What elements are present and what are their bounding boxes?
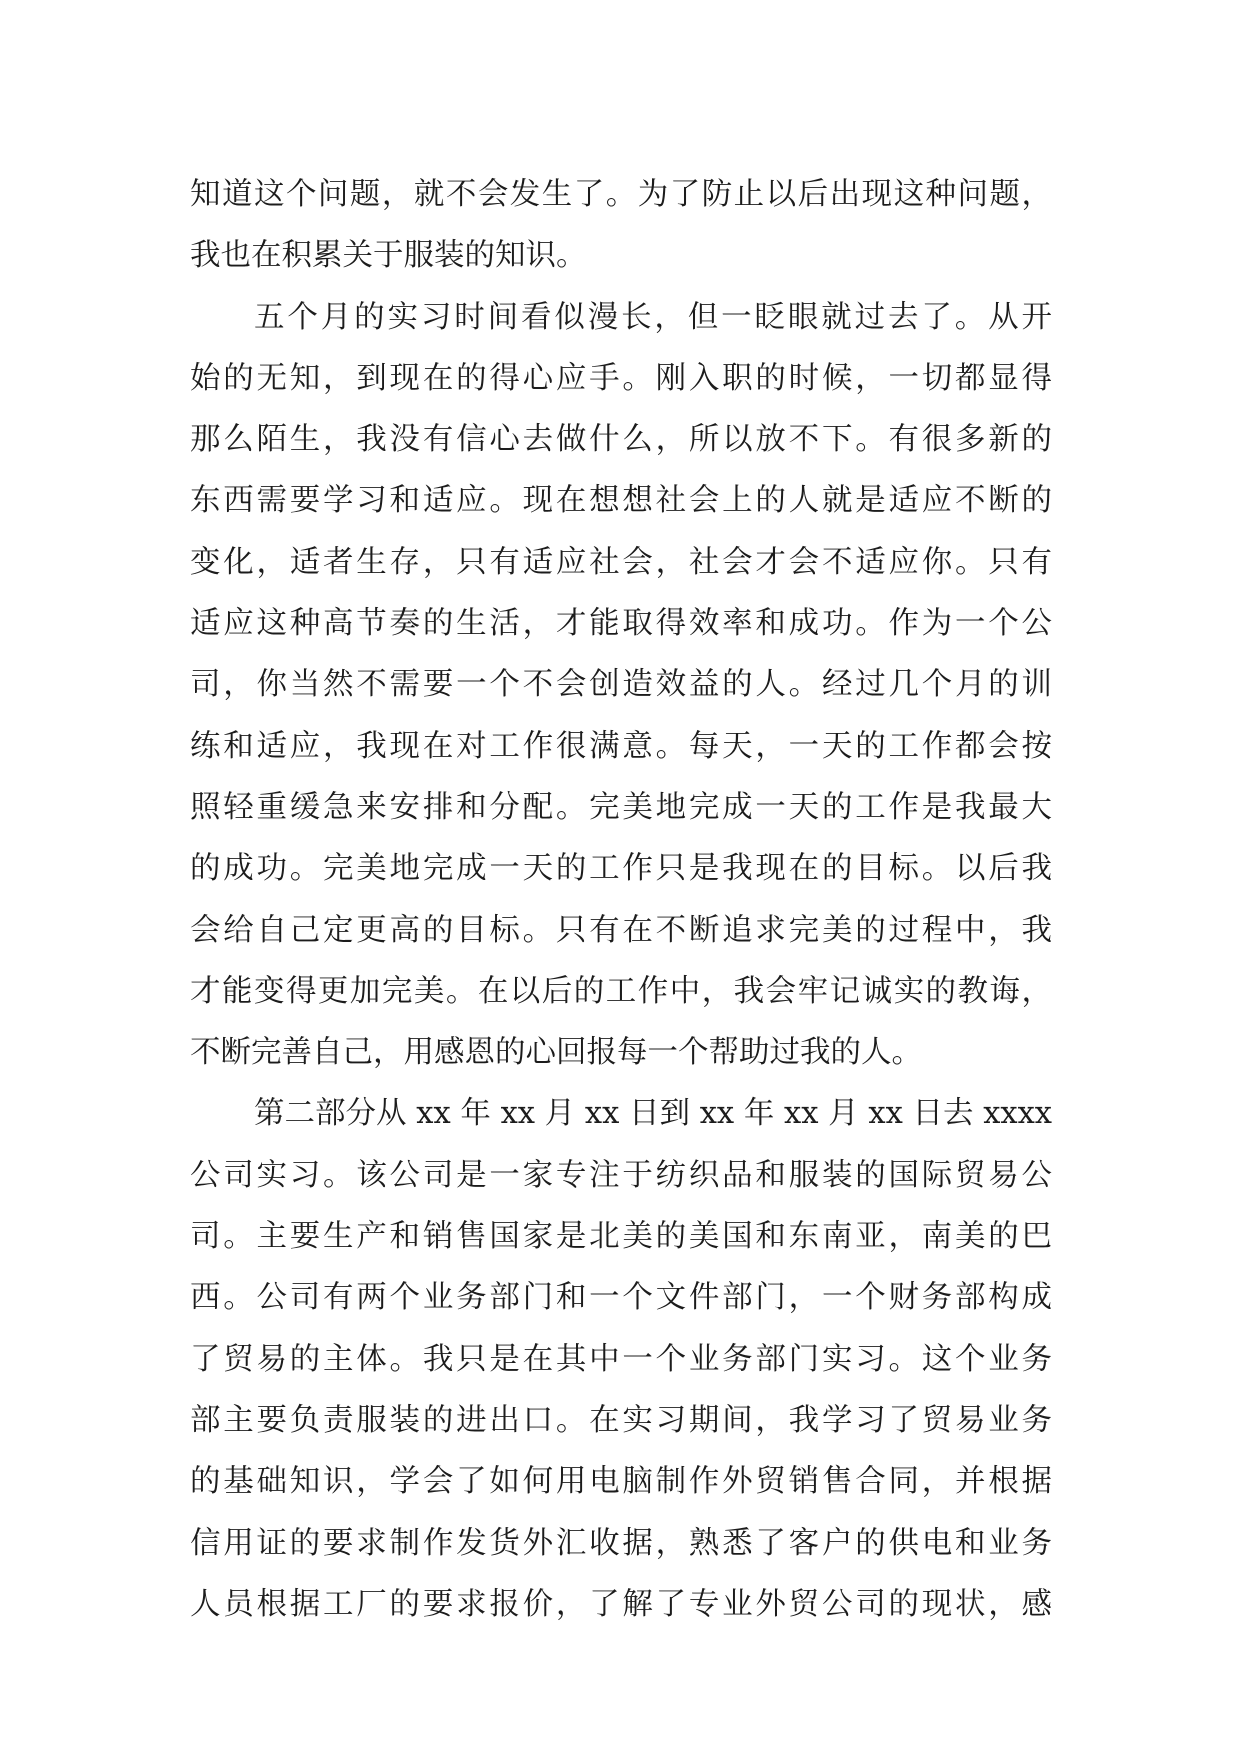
text-line: 适应这种高节奏的生活，才能取得效率和成功。作为一个公: [190, 606, 1052, 642]
text-line: 的成功。完美地完成一天的工作只是我现在的目标。以后我: [190, 851, 1052, 887]
text-line: 不断完善自己，用感恩的心回报每一个帮助过我的人。: [190, 1035, 922, 1071]
text-line: 第二部分从 xx 年 xx 月 xx 日到 xx 年 xx 月 xx 日去 xxxx: [254, 1096, 1052, 1132]
document-body: [190, 164, 1052, 1635]
text-line: 人员根据工厂的要求报价，了解了专业外贸公司的现状，感: [190, 1586, 1052, 1622]
text-line: 才能变得更加完美。在以后的工作中，我会牢记诚实的教诲，: [190, 973, 1052, 1009]
text-line: 会给自己定更高的目标。只有在不断追求完美的过程中，我: [190, 912, 1052, 948]
paragraph-2: [190, 287, 1052, 1084]
text-line: 的基础知识，学会了如何用电脑制作外贸销售合同，并根据: [190, 1464, 1052, 1500]
text-line: 练和适应，我现在对工作很满意。每天，一天的工作都会按: [190, 728, 1052, 764]
text-line: 西。公司有两个业务部门和一个文件部门，一个财务部构成: [190, 1280, 1052, 1316]
text-line: 始的无知，到现在的得心应手。刚入职的时候，一切都显得: [190, 360, 1052, 396]
text-line: 司。主要生产和销售国家是北美的美国和东南亚，南美的巴: [190, 1219, 1052, 1255]
text-line: 那么陌生，我没有信心去做什么，所以放不下。有很多新的: [190, 422, 1052, 458]
paragraph-3: [190, 1083, 1052, 1635]
text-line: 变化，适者生存，只有适应社会，社会才会不适应你。只有: [190, 544, 1052, 580]
text-line: 东西需要学习和适应。现在想想社会上的人就是适应不断的: [190, 483, 1052, 519]
text-line: 信用证的要求制作发货外汇收据，熟悉了客户的供电和业务: [190, 1525, 1052, 1561]
text-line: 了贸易的主体。我只是在其中一个业务部门实习。这个业务: [190, 1341, 1052, 1377]
text-line: 知道这个问题，就不会发生了。为了防止以后出现这种问题，: [190, 177, 1052, 212]
text-line: 照轻重缓急来安排和分配。完美地完成一天的工作是我最大: [190, 789, 1052, 825]
text-line: 公司实习。该公司是一家专注于纺织品和服装的国际贸易公: [190, 1157, 1052, 1193]
text-line: 我也在积累关于服装的知识。: [190, 238, 587, 274]
text-line: 部主要负责服装的进出口。在实习期间，我学习了贸易业务: [190, 1402, 1052, 1438]
paragraph-1: [190, 164, 1052, 287]
text-line: 司，你当然不需要一个不会创造效益的人。经过几个月的训: [190, 667, 1052, 703]
text-line: 五个月的实习时间看似漫长，但一眨眼就过去了。从开: [254, 299, 1052, 335]
